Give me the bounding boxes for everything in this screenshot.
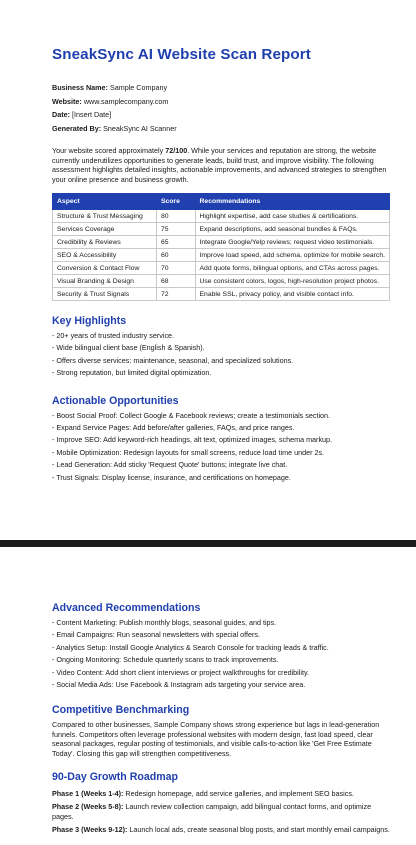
cell-aspect: Security & Trust Signals bbox=[53, 288, 157, 301]
highlights-list bbox=[52, 330, 390, 380]
cell-recommendation: Improve load speed, add schema, optimize for mobile search. bbox=[195, 249, 390, 262]
list-item: - Expand Service Pages: Add before/after galleries, FAQs, and price ranges. bbox=[52, 422, 390, 434]
cell-score: 75 bbox=[156, 223, 195, 236]
cell-recommendation: Use consistent colors, logos, high-resolution project photos. bbox=[195, 275, 390, 288]
cell-recommendation: Enable SSL, privacy policy, and visible contact info. bbox=[195, 288, 390, 301]
header-aspect: Aspect bbox=[53, 194, 157, 210]
advanced-list bbox=[52, 617, 390, 691]
list-item: - Video Content: Add short client interviews or project walkthroughs for credibility. bbox=[52, 667, 390, 679]
list-item: - Mobile Optimization: Redesign layouts for small screens, reduce load time under 2s. bbox=[52, 447, 390, 459]
list-item: - Improve SEO: Add keyword-rich headings, alt text, optimized images, schema markup. bbox=[52, 434, 390, 446]
table-row bbox=[53, 288, 390, 301]
list-item: - Boost Social Proof: Collect Google & Facebook reviews; create a testimonials section. bbox=[52, 410, 390, 422]
cell-recommendation: Integrate Google/Yelp reviews; request video testimonials. bbox=[195, 236, 390, 249]
roadmap-phase-3: Phase 3 (Weeks 9-12): Launch local ads, create seasonal blog posts, and start monthly email campaigns. bbox=[52, 825, 390, 835]
highlights-heading: Key Highlights bbox=[52, 315, 127, 327]
cell-aspect: Credibility & Reviews bbox=[53, 236, 157, 249]
list-item: - Ongoing Monitoring: Schedule quarterly scans to track improvements. bbox=[52, 654, 390, 666]
list-item: - Email Campaigns: Run seasonal newsletters with special offers. bbox=[52, 629, 390, 641]
report-page-2 bbox=[0, 547, 416, 845]
cell-aspect: Structure & Trust Messaging bbox=[53, 210, 157, 223]
list-item: - Offers diverse services: maintenance, seasonal, and specialized solutions. bbox=[52, 355, 390, 367]
list-item: - Trust Signals: Display license, insurance, and certifications on homepage. bbox=[52, 472, 390, 484]
cell-aspect: Visual Branding & Design bbox=[53, 275, 157, 288]
page-separator bbox=[0, 540, 416, 547]
roadmap-phase-2: Phase 2 (Weeks 5-8): Launch review collection campaign, add bilingual contact forms, and optimize pages. bbox=[52, 802, 372, 821]
table-header-row bbox=[53, 194, 390, 210]
list-item: - Analytics Setup: Install Google Analytics & Search Console for tracking leads & traffic. bbox=[52, 642, 390, 654]
cell-score: 70 bbox=[156, 262, 195, 275]
table-row bbox=[53, 249, 390, 262]
intro-paragraph: Your website scored approximately 72/100. While your services and reputation are strong, the website currently underutilizes opportunities to generate leads, build trust, and improve visibility. The following assessment highlights detailed insights, actionable improvements, and advanced strategies to strengthen your online presence and business growth. bbox=[52, 146, 387, 184]
advanced-heading: Advanced Recommendations bbox=[52, 602, 201, 614]
list-item: - Wide bilingual client base (English & Spanish). bbox=[52, 342, 390, 354]
header-recommendations: Recommendations bbox=[195, 194, 390, 210]
benchmarking-heading: Competitive Benchmarking bbox=[52, 704, 190, 717]
benchmarking-paragraph: Compared to other businesses, Sample Company shows strong experience but lags in lead-generation funnels. Competitors often leverage professional websites with modern design, fast load speed, clear seasonal packages, regular posting of testimonials, and visible calls-to-action like 'Get Free Estimate Today'. Closing this gap will strengthen competitiveness. bbox=[52, 720, 380, 758]
list-item: - Strong reputation, but limited digital optimization. bbox=[52, 367, 390, 379]
cell-aspect: Conversion & Contact Flow bbox=[53, 262, 157, 275]
meta-website: Website: www.samplecompany.com bbox=[52, 96, 169, 106]
list-item: - Social Media Ads: Use Facebook & Instagram ads targeting your service area. bbox=[52, 679, 390, 691]
list-item: - Lead Generation: Add sticky 'Request Quote' buttons; integrate live chat. bbox=[52, 459, 390, 471]
overall-score: 72/100 bbox=[165, 146, 188, 156]
table-row bbox=[53, 210, 390, 223]
table-row bbox=[53, 275, 390, 288]
cell-score: 65 bbox=[156, 236, 195, 249]
scan-results-table bbox=[52, 193, 390, 301]
cell-recommendation: Highlight expertise, add case studies & certifications. bbox=[195, 210, 390, 223]
report-meta bbox=[52, 81, 390, 135]
table-row bbox=[53, 223, 390, 236]
report-title: SneakSync AI Website Scan Report bbox=[52, 46, 311, 63]
opportunities-list bbox=[52, 410, 390, 484]
cell-recommendation: Expand descriptions, add seasonal bundles & FAQs. bbox=[195, 223, 390, 236]
cell-recommendation: Add quote forms, bilingual options, and CTAs across pages. bbox=[195, 262, 390, 275]
cell-score: 60 bbox=[156, 249, 195, 262]
list-item: - 20+ years of trusted industry service. bbox=[52, 330, 390, 342]
meta-business-name: Business Name: Sample Company bbox=[52, 83, 168, 92]
header-score: Score bbox=[156, 194, 195, 210]
roadmap-phase-1: Phase 1 (Weeks 1-4): Redesign homepage, add service galleries, and implement SEO basics. bbox=[52, 789, 354, 799]
meta-generated-by: Generated By: SneakSync AI Scanner bbox=[52, 123, 177, 133]
table-row bbox=[53, 262, 390, 275]
cell-aspect: SEO & Accessibility bbox=[53, 249, 157, 262]
cell-score: 68 bbox=[156, 275, 195, 288]
cell-score: 80 bbox=[156, 210, 195, 223]
table-row bbox=[53, 236, 390, 249]
cell-score: 72 bbox=[156, 288, 195, 301]
cell-aspect: Services Coverage bbox=[53, 223, 157, 236]
opportunities-heading: Actionable Opportunities bbox=[52, 394, 179, 407]
roadmap-heading: 90-Day Growth Roadmap bbox=[52, 771, 178, 784]
meta-date: Date: [Insert Date] bbox=[52, 110, 112, 120]
list-item: - Content Marketing: Publish monthly blogs, seasonal guides, and tips. bbox=[52, 617, 390, 629]
